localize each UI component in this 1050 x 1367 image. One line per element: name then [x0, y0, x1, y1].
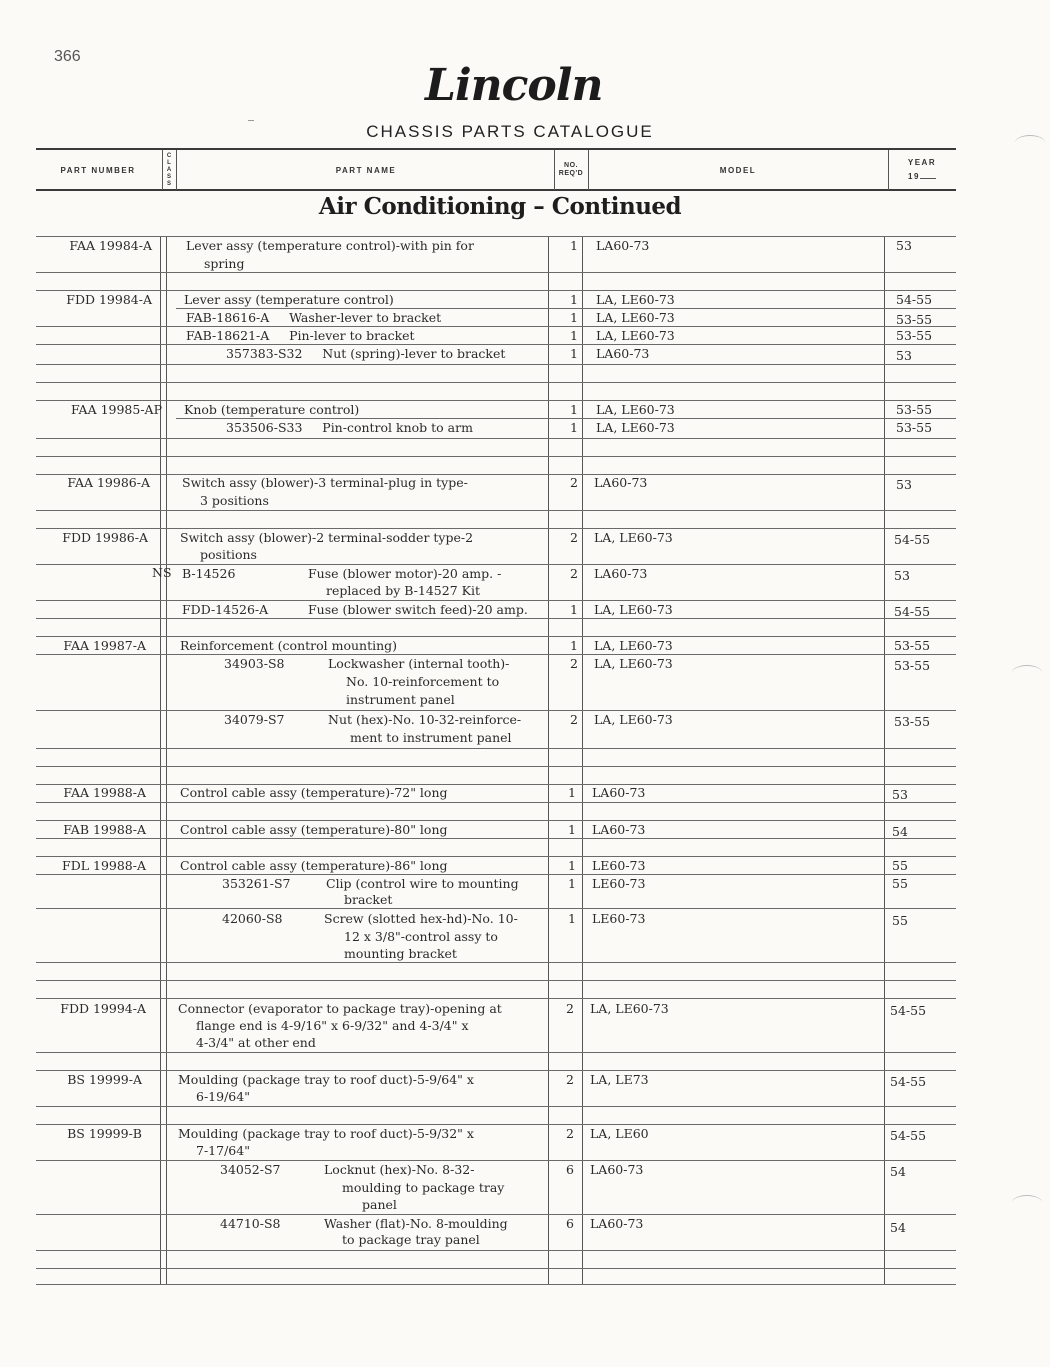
quantity: 6	[566, 1162, 574, 1177]
edge-mark	[1012, 1195, 1042, 1210]
row-rule	[36, 856, 956, 857]
part-name: Control cable assy (temperature)-72" long	[180, 785, 448, 800]
header-model: MODEL	[719, 165, 757, 175]
row-rule	[36, 1250, 956, 1251]
row-rule	[36, 820, 956, 821]
part-name-cont: replaced by B-14527 Kit	[326, 583, 480, 598]
part-name: Fuse (blower motor)-20 amp. -	[308, 566, 502, 581]
part-name: Locknut (hex)-No. 8-32-	[324, 1162, 475, 1177]
part-name-cont: ment to instrument panel	[350, 730, 512, 745]
quantity: 1	[570, 346, 578, 361]
part-name-cont: bracket	[344, 892, 393, 907]
column-divider	[884, 236, 885, 1284]
part-name: Clip (control wire to mounting	[326, 876, 519, 891]
quantity: 1	[568, 911, 576, 926]
part-name-cont: flange end is 4-9/16" x 6-9/32" and 4-3/4" x	[196, 1018, 469, 1033]
header-class-c: C	[166, 152, 172, 159]
part-name-cont: 6-19/64"	[196, 1089, 250, 1104]
quantity: 2	[570, 712, 578, 727]
row-rule	[36, 272, 956, 273]
quantity: 2	[566, 1001, 574, 1016]
part-name: Control cable assy (temperature)-80" long	[180, 822, 448, 837]
quantity: 2	[570, 530, 578, 545]
year: 55	[892, 913, 908, 928]
model: LA, LE60-73	[590, 1001, 669, 1016]
part-name: Switch assy (blower)-3 terminal-plug in type-	[182, 475, 468, 490]
part-number: FDD 19986-A	[62, 530, 148, 545]
row-rule	[36, 980, 956, 981]
model: LA60-73	[594, 475, 648, 490]
column-divider	[548, 236, 549, 1284]
year: 53-55	[896, 402, 933, 417]
quantity: 1	[570, 402, 578, 417]
year: 53	[892, 787, 908, 802]
part-name-cont: 7-17/64"	[196, 1143, 250, 1158]
part-number: FDD 19994-A	[60, 1001, 146, 1016]
model: LA, LE60-73	[596, 420, 675, 435]
header-divider	[176, 150, 177, 190]
part-number: FAA 19984-A	[69, 238, 152, 253]
header-year-prefix: 19	[908, 170, 936, 184]
section-title: Air Conditioning – Continued	[318, 193, 682, 220]
year: 54-55	[890, 1128, 927, 1143]
model: LA60-73	[596, 238, 650, 253]
header-class-s2: S	[166, 180, 171, 187]
part-number: FAA 19987-A	[63, 638, 146, 653]
part-name-cont: positions	[200, 547, 257, 562]
part-name: Moulding (package tray to roof duct)-5-9/64" x	[178, 1072, 474, 1087]
class-code: NS	[152, 565, 172, 580]
model: LA, LE60-73	[596, 292, 675, 307]
part-number-sub: 34079-S7	[224, 712, 285, 727]
row-rule	[36, 1284, 956, 1285]
page-number: 366	[54, 48, 81, 65]
quantity: 2	[570, 656, 578, 671]
model: LA60-73	[590, 1162, 644, 1177]
header-reqd: REQ'D	[558, 170, 584, 177]
model: LA, LE73	[590, 1072, 649, 1087]
row-rule	[36, 456, 956, 457]
row-rule	[36, 802, 956, 803]
part-name-cont: instrument panel	[346, 692, 455, 707]
year: 55	[892, 858, 908, 873]
row-rule	[36, 998, 956, 999]
row-rule	[36, 438, 956, 439]
row-rule	[36, 838, 956, 839]
part-number-sub: 353261-S7	[222, 876, 291, 891]
quantity: 1	[570, 292, 578, 307]
model: LA60-73	[590, 1216, 644, 1231]
part-number: FAB 19988-A	[63, 822, 146, 837]
quantity: 1	[568, 876, 576, 891]
row-rule	[36, 400, 956, 401]
header-year-label: YEAR	[907, 158, 937, 167]
year: 54	[892, 824, 908, 839]
quantity: 1	[570, 638, 578, 653]
row-rule	[36, 1124, 956, 1125]
header-class-a: A	[166, 166, 172, 173]
part-name: Fuse (blower switch feed)-20 amp.	[308, 602, 528, 617]
part-number-sub: FDD-14526-A	[182, 602, 269, 617]
year: 54	[890, 1220, 906, 1235]
part-name: FAB-18616-A Washer-lever to bracket	[186, 310, 442, 325]
part-name: FAB-18621-A Pin-lever to bracket	[186, 328, 415, 343]
quantity: 1	[568, 822, 576, 837]
part-number-sub: 42060-S8	[222, 911, 283, 926]
row-rule	[36, 326, 956, 327]
model: LA60-73	[594, 566, 648, 581]
quantity: 1	[570, 420, 578, 435]
model: LA, LE60-73	[594, 656, 673, 671]
year: 54	[890, 1164, 906, 1179]
quantity: 1	[568, 785, 576, 800]
quantity: 2	[566, 1126, 574, 1141]
part-name-cont: 4-3/4" at other end	[196, 1035, 316, 1050]
header-year	[888, 150, 956, 190]
part-number: FDD 19984-A	[66, 292, 152, 307]
part-number-sub: 34903-S8	[224, 656, 285, 671]
quantity: 6	[566, 1216, 574, 1231]
model: LA, LE60-73	[594, 712, 673, 727]
model: LA, LE60-73	[594, 530, 673, 545]
model: LA, LE60	[590, 1126, 649, 1141]
row-rule	[36, 784, 956, 785]
year: 53	[896, 348, 912, 363]
year: 54-55	[896, 292, 933, 307]
edge-mark	[1015, 135, 1045, 150]
header-divider	[888, 150, 889, 190]
part-name-cont: moulding to package tray	[342, 1180, 505, 1195]
header-divider	[554, 150, 555, 190]
part-name-cont: mounting bracket	[344, 946, 457, 961]
part-name: Washer (flat)-No. 8-moulding	[324, 1216, 508, 1231]
part-name: Screw (slotted hex-hd)-No. 10-	[324, 911, 518, 926]
quantity: 1	[570, 328, 578, 343]
column-divider	[160, 236, 161, 1284]
header-part-number: PART NUMBER	[60, 165, 136, 175]
row-rule	[36, 236, 956, 237]
model: LA60-73	[592, 822, 646, 837]
header-class-s1: S	[166, 173, 171, 180]
quantity: 2	[566, 1072, 574, 1087]
column-divider	[166, 236, 167, 1284]
row-rule	[36, 1070, 956, 1071]
model: LE60-73	[592, 876, 646, 891]
year: 55	[892, 876, 908, 891]
year: 54-55	[890, 1003, 927, 1018]
lincoln-logo: Lincoln	[425, 60, 603, 111]
year: 53	[896, 238, 912, 253]
part-name: Moulding (package tray to roof duct)-5-9/32" x	[178, 1126, 474, 1141]
row-rule	[36, 1052, 956, 1053]
quantity: 2	[570, 566, 578, 581]
model: LA60-73	[592, 785, 646, 800]
table-header	[36, 150, 956, 190]
row-rule	[36, 766, 956, 767]
row-rule	[36, 382, 956, 383]
quantity: 1	[570, 310, 578, 325]
header-no: NO.	[564, 162, 578, 169]
part-number: FDL 19988-A	[62, 858, 146, 873]
header-no-reqd	[554, 150, 588, 190]
model: LE60-73	[592, 911, 646, 926]
part-name: Lever assy (temperature control)	[184, 292, 394, 307]
year: 53	[896, 477, 912, 492]
year: 54-55	[890, 1074, 927, 1089]
part-number-sub: 44710-S8	[220, 1216, 281, 1231]
part-name: Reinforcement (control mounting)	[180, 638, 398, 653]
part-name: Control cable assy (temperature)-86" long	[180, 858, 448, 873]
part-name: Lockwasher (internal tooth)-	[328, 656, 510, 671]
row-rule	[36, 1268, 956, 1269]
year: 53-55	[896, 312, 933, 327]
year: 53-55	[894, 658, 931, 673]
row-rule	[36, 364, 956, 365]
model: LA, LE60-73	[594, 638, 673, 653]
divider	[248, 120, 254, 121]
model: LA60-73	[596, 346, 650, 361]
header-part-name: PART NAME	[335, 165, 397, 175]
part-name: Nut (hex)-No. 10-32-reinforce-	[328, 712, 522, 727]
model: LA, LE60-73	[594, 602, 673, 617]
row-rule	[36, 528, 956, 529]
header-divider	[588, 150, 589, 190]
model: LA, LE60-73	[596, 402, 675, 417]
part-name-cont: 3 positions	[200, 493, 269, 508]
header-divider	[162, 150, 163, 190]
quantity: 1	[570, 238, 578, 253]
header-class	[162, 150, 176, 190]
year: 53	[894, 568, 910, 583]
model: LA, LE60-73	[596, 310, 675, 325]
part-number-sub: 34052-S7	[220, 1162, 281, 1177]
header-class-l: L	[167, 159, 171, 166]
part-name: Switch assy (blower)-2 terminal-sodder type-2	[180, 530, 474, 545]
part-name: Connector (evaporator to package tray)-opening at	[178, 1001, 502, 1016]
year: 53-55	[894, 638, 931, 653]
quantity: 2	[570, 475, 578, 490]
part-name-cont: 12 x 3/8"-control assy to	[344, 929, 498, 944]
part-name: 357383-S32 Nut (spring)-lever to bracket	[226, 346, 506, 361]
year: 53-55	[896, 328, 933, 343]
part-name: 353506-S33 Pin-control knob to arm	[226, 420, 473, 435]
quantity: 1	[570, 602, 578, 617]
part-number: FAA 19988-A	[63, 785, 146, 800]
part-name: Knob (temperature control)	[184, 402, 360, 417]
row-rule	[36, 474, 956, 475]
part-number: FAA 19986-A	[67, 475, 150, 490]
edge-mark	[1012, 665, 1042, 680]
part-name-cont: spring	[204, 256, 245, 271]
quantity: 1	[568, 858, 576, 873]
model: LE60-73	[592, 858, 646, 873]
part-number: BS 19999-A	[67, 1072, 142, 1087]
part-name-cont: No. 10-reinforcement to	[346, 674, 500, 689]
row-rule	[36, 962, 956, 963]
part-name-cont: panel	[362, 1197, 397, 1212]
part-name-cont: to package tray panel	[342, 1232, 480, 1247]
row-rule	[36, 290, 956, 291]
row-rule	[36, 1160, 956, 1161]
year: 53-55	[894, 714, 931, 729]
year: 53-55	[896, 420, 933, 435]
year: 54-55	[894, 604, 931, 619]
row-rule	[36, 636, 956, 637]
row-rule	[36, 510, 956, 511]
catalog-title: CHASSIS PARTS CATALOGUE	[366, 122, 654, 141]
column-divider	[582, 236, 583, 1284]
part-number: FAA 19985-AP	[70, 402, 162, 417]
model: LA, LE60-73	[596, 328, 675, 343]
row-rule	[36, 748, 956, 749]
part-name: Lever assy (temperature control)-with pin for	[186, 238, 474, 253]
row-rule	[36, 1106, 956, 1107]
part-number-sub: B-14526	[182, 566, 236, 581]
row-rule	[36, 908, 956, 909]
year: 54-55	[894, 532, 931, 547]
part-number: BS 19999-B	[67, 1126, 142, 1141]
